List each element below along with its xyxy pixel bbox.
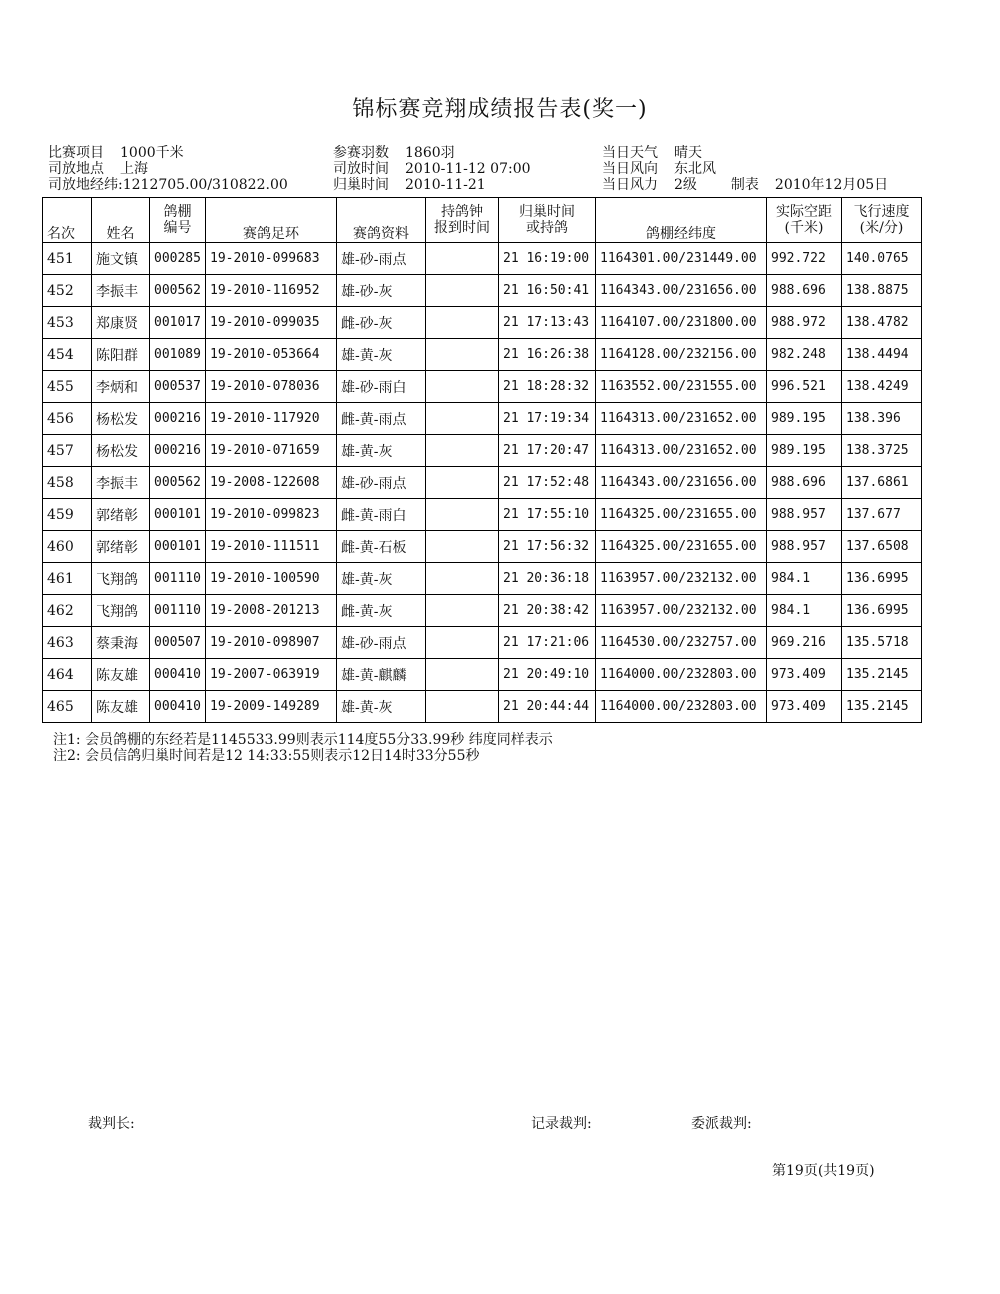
col-name: 姓名 xyxy=(92,198,150,243)
cell-info: 雄-黄-灰 xyxy=(337,339,426,371)
cell-loft: 000507 xyxy=(150,627,206,659)
page-number: 第19页(共19页) xyxy=(772,1163,875,1179)
cell-info: 雌-砂-灰 xyxy=(337,307,426,339)
cell-coords: 1164000.00/232803.00 xyxy=(596,691,767,723)
cell-return: 21 17:56:32 xyxy=(499,531,596,563)
cell-clock xyxy=(426,275,499,307)
cell-ring: 19-2010-099035 xyxy=(206,307,337,339)
cell-loft: 000410 xyxy=(150,691,206,723)
participants-value: 1860羽 xyxy=(405,145,455,161)
cell-name: 郑康贤 xyxy=(92,307,150,339)
table-row xyxy=(43,595,922,627)
cell-coords: 1164000.00/232803.00 xyxy=(596,659,767,691)
note-1: 注1: 会员鸽棚的东经若是1145533.99则表示114度55分33.99秒 纬度同样表示 xyxy=(53,732,553,748)
cell-rank: 456 xyxy=(43,403,92,435)
cell-ring: 19-2010-078036 xyxy=(206,371,337,403)
table-row xyxy=(43,499,922,531)
cell-rank: 453 xyxy=(43,307,92,339)
cell-info: 雌-黄-石板 xyxy=(337,531,426,563)
cell-rank: 458 xyxy=(43,467,92,499)
table-row xyxy=(43,531,922,563)
cell-speed: 140.0765 xyxy=(842,243,922,275)
cell-name: 郭绪彰 xyxy=(92,531,150,563)
table-row xyxy=(43,275,922,307)
cell-info: 雄-砂-雨点 xyxy=(337,467,426,499)
col-distance: 实际空距 (千米) xyxy=(767,198,842,243)
cell-ring: 19-2010-071659 xyxy=(206,435,337,467)
cell-info: 雄-砂-雨白 xyxy=(337,371,426,403)
cell-speed: 138.4782 xyxy=(842,307,922,339)
cell-coords: 1163957.00/232132.00 xyxy=(596,595,767,627)
results-table xyxy=(42,197,922,723)
cell-info: 雄-黄-麒麟 xyxy=(337,659,426,691)
cell-distance: 969.216 xyxy=(767,627,842,659)
note-2: 注2: 会员信鸽归巢时间若是12 14:33:55则表示12日14时33分55秒 xyxy=(53,748,480,764)
cell-ring: 19-2008-201213 xyxy=(206,595,337,627)
cell-ring: 19-2010-117920 xyxy=(206,403,337,435)
cell-clock xyxy=(426,243,499,275)
cell-loft: 000285 xyxy=(150,243,206,275)
cell-coords: 1164313.00/231652.00 xyxy=(596,435,767,467)
cell-distance: 992.722 xyxy=(767,243,842,275)
cell-ring: 19-2010-053664 xyxy=(206,339,337,371)
delegate-judge-label: 委派裁判: xyxy=(691,1116,752,1132)
cell-return: 21 17:20:47 xyxy=(499,435,596,467)
cell-coords: 1163957.00/232132.00 xyxy=(596,563,767,595)
cell-return: 21 20:44:44 xyxy=(499,691,596,723)
cell-ring: 19-2009-149289 xyxy=(206,691,337,723)
cell-name: 李振丰 xyxy=(92,275,150,307)
cell-coords: 1164313.00/231652.00 xyxy=(596,403,767,435)
col-return: 归巢时间 或持鸽 xyxy=(499,198,596,243)
cell-loft: 000216 xyxy=(150,403,206,435)
cell-return: 21 20:38:42 xyxy=(499,595,596,627)
cell-speed: 138.8875 xyxy=(842,275,922,307)
cell-rank: 451 xyxy=(43,243,92,275)
cell-speed: 138.396 xyxy=(842,403,922,435)
cell-rank: 461 xyxy=(43,563,92,595)
cell-name: 杨松发 xyxy=(92,435,150,467)
cell-return: 21 20:49:10 xyxy=(499,659,596,691)
cell-clock xyxy=(426,467,499,499)
table-row xyxy=(43,467,922,499)
cell-distance: 982.248 xyxy=(767,339,842,371)
cell-clock xyxy=(426,659,499,691)
cell-clock xyxy=(426,563,499,595)
cell-loft: 001110 xyxy=(150,563,206,595)
cell-speed: 135.2145 xyxy=(842,659,922,691)
cell-coords: 1163552.00/231555.00 xyxy=(596,371,767,403)
cell-ring: 19-2010-099823 xyxy=(206,499,337,531)
col-pigeon-info: 赛鸽资料 xyxy=(337,198,426,243)
cell-loft: 000101 xyxy=(150,499,206,531)
cell-name: 陈友雄 xyxy=(92,691,150,723)
cell-clock xyxy=(426,403,499,435)
cell-clock xyxy=(426,435,499,467)
cell-name: 陈阳群 xyxy=(92,339,150,371)
cell-info: 雌-黄-灰 xyxy=(337,595,426,627)
col-rank: 名次 xyxy=(43,198,92,243)
cell-return: 21 17:52:48 xyxy=(499,467,596,499)
cell-loft: 001089 xyxy=(150,339,206,371)
cell-loft: 001110 xyxy=(150,595,206,627)
cell-return: 21 16:50:41 xyxy=(499,275,596,307)
release-time-value: 2010-11-12 07:00 xyxy=(405,161,531,177)
cell-rank: 457 xyxy=(43,435,92,467)
report-title: 锦标赛竞翔成绩报告表(奖一) xyxy=(352,97,648,122)
cell-distance: 988.696 xyxy=(767,467,842,499)
cell-info: 雄-黄-灰 xyxy=(337,563,426,595)
release-place-label: 司放地点 xyxy=(48,161,104,177)
col-ring: 赛鸽足环 xyxy=(206,198,337,243)
cell-speed: 136.6995 xyxy=(842,563,922,595)
cell-coords: 1164325.00/231655.00 xyxy=(596,499,767,531)
cell-name: 陈友雄 xyxy=(92,659,150,691)
cell-clock xyxy=(426,339,499,371)
table-row xyxy=(43,307,922,339)
table-row xyxy=(43,435,922,467)
wind-force-label: 当日风力 xyxy=(602,177,658,193)
cell-coords: 1164530.00/232757.00 xyxy=(596,627,767,659)
table-row xyxy=(43,627,922,659)
col-clock: 持鸽钟 报到时间 xyxy=(426,198,499,243)
cell-name: 飞翔鸽 xyxy=(92,595,150,627)
cell-return: 21 17:13:43 xyxy=(499,307,596,339)
cell-loft: 000537 xyxy=(150,371,206,403)
cell-rank: 460 xyxy=(43,531,92,563)
cell-distance: 973.409 xyxy=(767,659,842,691)
notes xyxy=(53,732,553,764)
cell-loft: 000562 xyxy=(150,467,206,499)
cell-ring: 19-2010-098907 xyxy=(206,627,337,659)
event-value: 1000千米 xyxy=(120,145,184,161)
wind-force-info xyxy=(602,174,888,194)
cell-speed: 138.3725 xyxy=(842,435,922,467)
cell-name: 李炳和 xyxy=(92,371,150,403)
cell-name: 蔡秉海 xyxy=(92,627,150,659)
cell-clock xyxy=(426,531,499,563)
cell-info: 雌-黄-雨点 xyxy=(337,403,426,435)
cell-return: 21 17:55:10 xyxy=(499,499,596,531)
cell-rank: 452 xyxy=(43,275,92,307)
cell-loft: 000562 xyxy=(150,275,206,307)
cell-clock xyxy=(426,371,499,403)
weather-label: 当日天气 xyxy=(602,145,658,161)
chief-judge-label: 裁判长: xyxy=(88,1116,135,1132)
cell-name: 施文镇 xyxy=(92,243,150,275)
cell-distance: 988.957 xyxy=(767,531,842,563)
cell-return: 21 16:19:00 xyxy=(499,243,596,275)
cell-clock xyxy=(426,499,499,531)
cell-coords: 1164325.00/231655.00 xyxy=(596,531,767,563)
cell-ring: 19-2007-063919 xyxy=(206,659,337,691)
cell-speed: 138.4494 xyxy=(842,339,922,371)
col-speed: 飞行速度 (米/分) xyxy=(842,198,922,243)
release-time-label: 司放时间 xyxy=(333,161,389,177)
cell-info: 雌-黄-雨白 xyxy=(337,499,426,531)
cell-clock xyxy=(426,627,499,659)
cell-rank: 465 xyxy=(43,691,92,723)
cell-speed: 136.6995 xyxy=(842,595,922,627)
cell-ring: 19-2010-099683 xyxy=(206,243,337,275)
cell-distance: 996.521 xyxy=(767,371,842,403)
cell-loft: 000216 xyxy=(150,435,206,467)
cell-coords: 1164128.00/232156.00 xyxy=(596,339,767,371)
cell-speed: 138.4249 xyxy=(842,371,922,403)
cell-info: 雄-砂-雨点 xyxy=(337,627,426,659)
cell-name: 飞翔鸽 xyxy=(92,563,150,595)
cell-ring: 19-2008-122608 xyxy=(206,467,337,499)
cell-return: 21 16:26:38 xyxy=(499,339,596,371)
cell-distance: 988.696 xyxy=(767,275,842,307)
table-row xyxy=(43,659,922,691)
cell-coords: 1164107.00/231800.00 xyxy=(596,307,767,339)
table-row xyxy=(43,403,922,435)
table-row xyxy=(43,563,922,595)
table-header-row xyxy=(43,198,922,243)
made-label: 制表 xyxy=(730,177,759,193)
cell-return: 21 17:21:06 xyxy=(499,627,596,659)
wind-direction-label: 当日风向 xyxy=(602,161,658,177)
cell-rank: 459 xyxy=(43,499,92,531)
cell-clock xyxy=(426,595,499,627)
cell-coords: 1164343.00/231656.00 xyxy=(596,467,767,499)
cell-distance: 989.195 xyxy=(767,403,842,435)
col-coords: 鸽棚经纬度 xyxy=(596,198,767,243)
table-row xyxy=(43,371,922,403)
cell-clock xyxy=(426,307,499,339)
cell-return: 21 20:36:18 xyxy=(499,563,596,595)
made-date: 2010年12月05日 xyxy=(774,177,889,193)
return-time-value: 2010-11-21 xyxy=(405,177,486,193)
cell-speed: 137.6508 xyxy=(842,531,922,563)
table-row xyxy=(43,691,922,723)
wind-direction-value: 东北风 xyxy=(674,161,716,177)
cell-speed: 135.2145 xyxy=(842,691,922,723)
cell-clock xyxy=(426,691,499,723)
cell-distance: 984.1 xyxy=(767,563,842,595)
record-judge-label: 记录裁判: xyxy=(531,1116,592,1132)
cell-loft: 000410 xyxy=(150,659,206,691)
cell-loft: 001017 xyxy=(150,307,206,339)
cell-return: 21 17:19:34 xyxy=(499,403,596,435)
cell-ring: 19-2010-100590 xyxy=(206,563,337,595)
cell-ring: 19-2010-116952 xyxy=(206,275,337,307)
cell-rank: 454 xyxy=(43,339,92,371)
cell-speed: 137.677 xyxy=(842,499,922,531)
return-time-label: 归巢时间 xyxy=(333,177,389,193)
cell-name: 李振丰 xyxy=(92,467,150,499)
cell-info: 雄-砂-雨点 xyxy=(337,243,426,275)
cell-info: 雄-黄-灰 xyxy=(337,435,426,467)
cell-info: 雄-黄-灰 xyxy=(337,691,426,723)
cell-name: 郭绪彰 xyxy=(92,499,150,531)
cell-distance: 984.1 xyxy=(767,595,842,627)
cell-speed: 137.6861 xyxy=(842,467,922,499)
cell-distance: 989.195 xyxy=(767,435,842,467)
release-coords: 司放地经纬:1212705.00/310822.00 xyxy=(48,177,288,193)
event-label: 比赛项目 xyxy=(48,145,104,161)
table-row xyxy=(43,339,922,371)
cell-rank: 464 xyxy=(43,659,92,691)
return-time-info xyxy=(333,174,486,194)
cell-ring: 19-2010-111511 xyxy=(206,531,337,563)
cell-info: 雄-砂-灰 xyxy=(337,275,426,307)
cell-distance: 988.972 xyxy=(767,307,842,339)
cell-coords: 1164301.00/231449.00 xyxy=(596,243,767,275)
release-place-value: 上海 xyxy=(120,161,148,177)
table-row xyxy=(43,243,922,275)
col-loft-no: 鸽棚 编号 xyxy=(150,198,206,243)
cell-distance: 988.957 xyxy=(767,499,842,531)
cell-rank: 462 xyxy=(43,595,92,627)
cell-loft: 000101 xyxy=(150,531,206,563)
cell-rank: 463 xyxy=(43,627,92,659)
cell-name: 杨松发 xyxy=(92,403,150,435)
cell-speed: 135.5718 xyxy=(842,627,922,659)
cell-return: 21 18:28:32 xyxy=(499,371,596,403)
weather-value: 晴天 xyxy=(674,145,702,161)
wind-force-value: 2级 xyxy=(674,177,697,193)
cell-coords: 1164343.00/231656.00 xyxy=(596,275,767,307)
participants-label: 参赛羽数 xyxy=(333,145,389,161)
cell-distance: 973.409 xyxy=(767,691,842,723)
cell-rank: 455 xyxy=(43,371,92,403)
